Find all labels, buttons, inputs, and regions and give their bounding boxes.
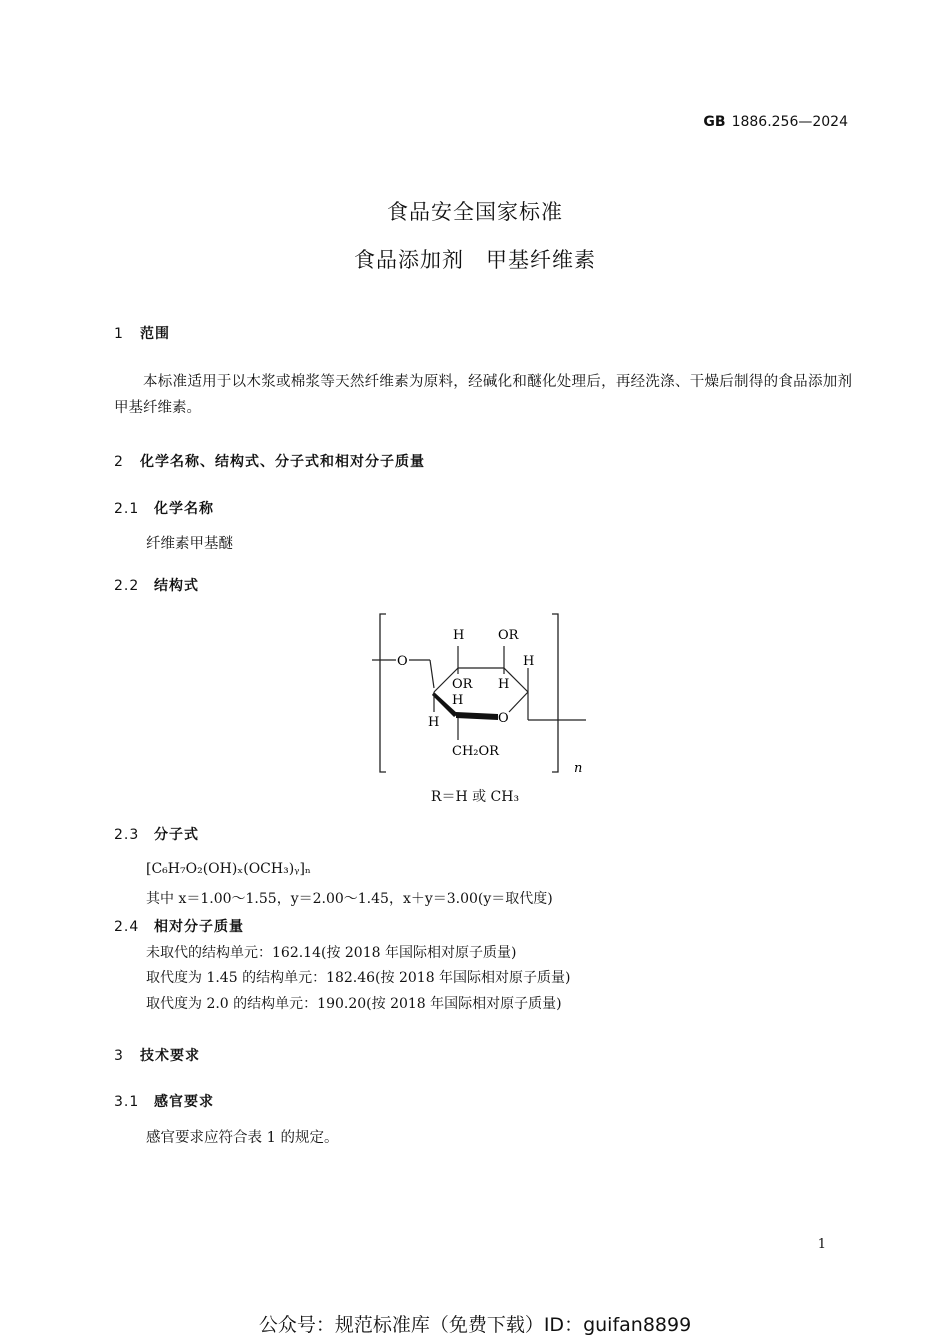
h-inner: H [452, 693, 464, 708]
section-2-2-heading [114, 575, 199, 595]
section-title: 技术要求 [140, 1048, 200, 1064]
section-1-heading [114, 323, 170, 343]
section-title: 感官要求 [154, 1094, 214, 1110]
section-3-1-heading [114, 1091, 214, 1111]
link-oxygen: O [397, 654, 408, 669]
doc-title-sub: 食品添加剂 甲基纤维素 [354, 248, 596, 272]
or-mid: OR [452, 677, 473, 692]
h-right: H [523, 654, 535, 669]
formula-definition: 其中 x＝1.00～1.55，y＝2.00～1.45，x＋y＝3.00(y＝取代度) [146, 891, 553, 907]
ch2or-label: CH₂OR [452, 744, 499, 759]
section-title: 分子式 [154, 827, 199, 843]
doc-title-main: 食品安全国家标准 [387, 200, 563, 224]
structural-formula [360, 606, 600, 780]
section-number: 2.1 [114, 501, 140, 517]
h-mid: H [498, 677, 510, 692]
standard-prefix: GB [703, 114, 726, 130]
section-title: 相对分子质量 [154, 919, 244, 935]
standard-code [703, 114, 848, 130]
ring-oxygen: O [498, 711, 509, 726]
section-number: 2.3 [114, 827, 140, 843]
mass-line: 未取代的结构单元：162.14(按 2018 年国际相对原子质量) [146, 945, 517, 961]
section-3-heading [114, 1045, 200, 1065]
section-number: 3 [114, 1048, 124, 1064]
footer-watermark: 公众号：规范标准库（免费下载）ID：guifan8899 [258, 1314, 692, 1336]
section-2-1-heading [114, 498, 214, 518]
h-left: H [428, 715, 440, 730]
section-number: 2 [114, 454, 124, 470]
or-top-right: OR [498, 628, 519, 643]
section-2-3-heading [114, 824, 199, 844]
ring-bond-bold-bottom [456, 712, 498, 720]
section-2-4-heading [114, 916, 244, 936]
section-2-heading [114, 451, 425, 471]
section-title: 化学名称 [154, 501, 214, 517]
section-number: 1 [114, 326, 124, 342]
section-number: 3.1 [114, 1094, 140, 1110]
sensory-requirement-text: 感官要求应符合表 1 的规定。 [146, 1130, 339, 1146]
mass-line: 取代度为 1.45 的结构单元：182.46(按 2018 年国际相对原子质量) [146, 970, 571, 986]
left-bracket [380, 614, 386, 772]
right-bracket [552, 614, 558, 772]
section-title: 结构式 [154, 578, 199, 594]
molecular-formula: [C₆H₇O₂(OH)ₓ(OCH₃)ᵧ]ₙ [146, 861, 311, 877]
structure-caption: R＝H 或 CH₃ [430, 789, 520, 805]
repeat-n: n [574, 761, 583, 776]
mass-line: 取代度为 2.0 的结构单元：190.20(按 2018 年国际相对原子质量) [146, 996, 562, 1012]
section-1-paragraph: 本标准适用于以木浆或棉浆等天然纤维素为原料，经碱化和醚化处理后，再经洗涤、干燥后制得的食品添加剂甲基纤维素。 [114, 374, 852, 416]
ring-bond-right-bottom [509, 692, 528, 712]
ring-c4-down-bond [430, 660, 434, 688]
chemical-name: 纤维素甲基醚 [146, 536, 233, 552]
h-top-left: H [453, 628, 465, 643]
section-number: 2.2 [114, 578, 140, 594]
standard-number: 1886.256—2024 [731, 114, 848, 130]
section-title: 范围 [140, 326, 170, 342]
section-title: 化学名称、结构式、分子式和相对分子质量 [140, 454, 425, 470]
section-number: 2.4 [114, 919, 140, 935]
page-number: 1 [817, 1237, 826, 1252]
